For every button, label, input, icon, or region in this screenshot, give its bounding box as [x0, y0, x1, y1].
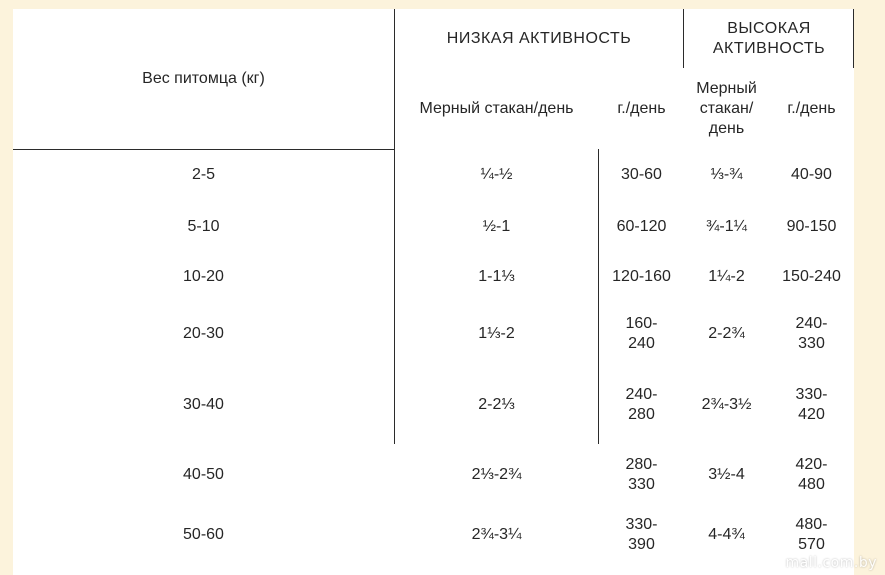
row-low-grams: 330- 390: [625, 516, 658, 553]
row-high-cups: 2¾-3½: [701, 396, 752, 413]
row-weight: 10-20: [183, 268, 224, 285]
row-high-grams: 150-240: [782, 268, 841, 285]
row-low-grams: 30-60: [621, 166, 662, 183]
row-low-cups: ¼-½: [480, 166, 513, 183]
row-high-cups: 4-4¾: [708, 526, 745, 543]
row-high-cups: 3½-4: [708, 466, 745, 483]
row-high-cups: 1¼-2: [708, 268, 745, 285]
header-low-activity: НИЗКАЯ АКТИВНОСТЬ: [446, 30, 632, 47]
row-weight: 2-5: [191, 166, 216, 183]
row-high-grams: 420- 480: [795, 456, 828, 493]
row-weight: 30-40: [183, 396, 224, 413]
row-low-grams: 120-160: [612, 268, 671, 285]
row-low-cups: ½-1: [482, 217, 511, 235]
divider-weight-column: [394, 9, 395, 444]
row-high-grams: 40-90: [791, 166, 832, 183]
row-low-grams: 60-120: [616, 217, 667, 235]
header-high-cups: Мерный стакан/ день: [696, 80, 757, 137]
row-weight: 20-30: [183, 325, 224, 342]
header-weight: Вес питомца (кг): [142, 70, 265, 87]
header-high-activity: ВЫСОКАЯ АКТИВНОСТЬ: [712, 20, 826, 57]
header-low-cups: Мерный стакан/день: [419, 100, 574, 117]
header-high-grams: г./день: [787, 100, 836, 117]
row-high-cups: ¾-1¼: [706, 217, 747, 235]
row-high-grams: 330- 420: [795, 386, 828, 423]
row-low-grams: 240- 280: [625, 386, 658, 423]
row-low-cups: 1⅓-2: [478, 325, 515, 342]
row-low-cups: 2-2⅓: [478, 396, 515, 413]
row-low-grams: 280- 330: [625, 456, 658, 493]
divider-high-activity-right: [853, 9, 854, 68]
row-weight: 50-60: [183, 526, 224, 543]
row-high-grams: 240- 330: [795, 315, 828, 352]
divider-low-cups-grams: [598, 149, 599, 444]
row-low-cups: 2⅓-2¾: [471, 466, 522, 483]
row-high-grams: 480- 570: [795, 516, 828, 553]
row-high-cups: ⅓-¾: [710, 166, 743, 183]
row-low-cups: 2¾-3¼: [471, 526, 522, 543]
watermark: mall.com.by: [785, 555, 877, 571]
row-low-cups: 1-1⅓: [478, 268, 515, 285]
header-low-grams: г./день: [617, 100, 666, 117]
row-high-cups: 2-2¾: [708, 325, 745, 342]
row-high-grams: 90-150: [786, 217, 837, 235]
divider-header-bottom: [13, 149, 394, 150]
row-low-grams: 160- 240: [625, 315, 658, 352]
feeding-table: [13, 9, 854, 575]
row-weight: 40-50: [183, 466, 224, 483]
row-weight: 5-10: [187, 217, 220, 235]
divider-activity-groups: [683, 9, 684, 68]
